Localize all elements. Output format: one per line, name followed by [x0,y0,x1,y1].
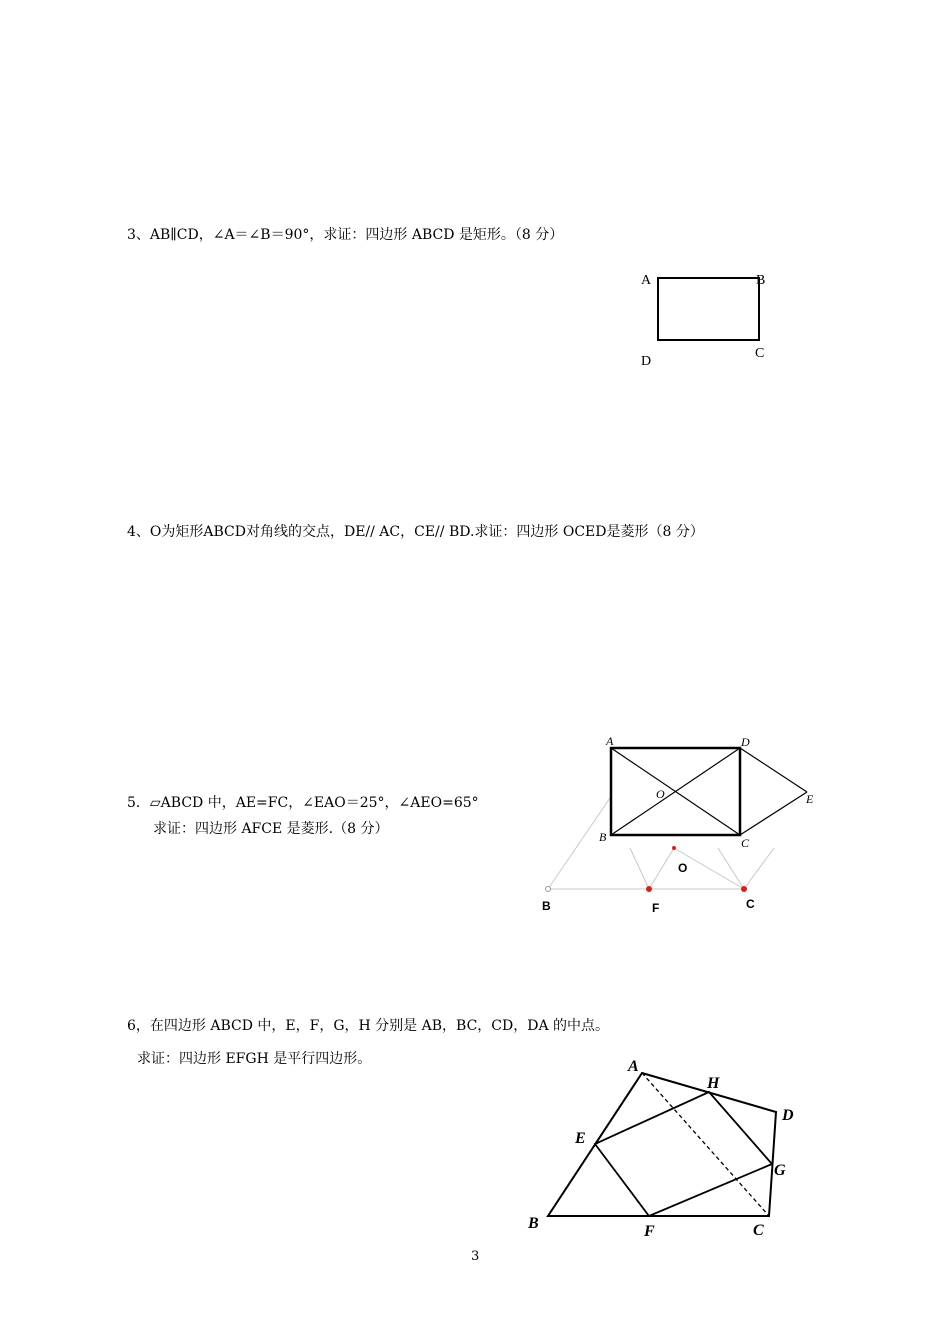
fig5-label-f: F [652,901,660,915]
problem-6-text-line2: 求证：四边形 EFGH 是平行四边形。 [137,1051,372,1067]
fig4-label-o: O [656,787,665,801]
figure-quadrilateral-midpoints [520,1045,820,1245]
fig3-label-b: B [756,273,766,288]
fig4-label-a: A [606,734,614,748]
fig4-label-b: B [599,830,607,844]
fig6-label-h: H [707,1075,720,1092]
fig5-label-o: O [678,861,688,875]
fig3-label-d: D [641,354,652,369]
fig4-label-e: E [806,792,814,806]
fig6-label-d: D [782,1107,794,1124]
fig6-label-a: A [628,1058,639,1075]
fig6-label-f: F [644,1223,655,1240]
fig5-label-b: B [542,899,551,913]
problem-5-text-line1: 5．▱ABCD 中，AE=FC，∠EAO＝25°，∠AEO=65° [127,795,479,811]
problem-4-text: 4、O为矩形ABCD对角线的交点，DE// AC，CE// BD.求证：四边形 OCED是菱形（8 分） [127,524,704,540]
rectangle-shape [658,278,759,340]
figure-rectangle-abcd [630,265,780,375]
problem-6-text-line1: 6，在四边形 ABCD 中，E，F，G，H 分别是 AB，BC，CD，DA 的中点。 [127,1018,610,1034]
fig6-label-b: B [528,1215,539,1232]
fig4-shape [611,748,807,835]
fig5-point-f [646,886,652,892]
page-number: 3 [471,1249,480,1264]
fig5-point-c [741,886,747,892]
fig5-point-o [672,846,676,850]
fig5-label-c: C [746,897,755,911]
fig3-label-c: C [755,346,765,361]
fig6-label-e: E [575,1130,586,1147]
fig6-label-g: G [774,1162,786,1179]
problem-5-text-line2: 求证：四边形 AFCE 是菱形.（8 分） [153,821,389,837]
fig4-label-c: C [741,836,750,850]
problem-3-text: 3、AB∥CD，∠A＝∠B＝90°，求证：四边形 ABCD 是矩形。（8 分） [127,227,564,243]
fig6-label-c: C [753,1222,764,1239]
fig3-label-a: A [641,273,652,288]
fig4-label-d: D [741,735,750,749]
figure-rectangle-rhombus-and-parallelogram [530,730,830,920]
fig5-point-b [546,887,551,892]
